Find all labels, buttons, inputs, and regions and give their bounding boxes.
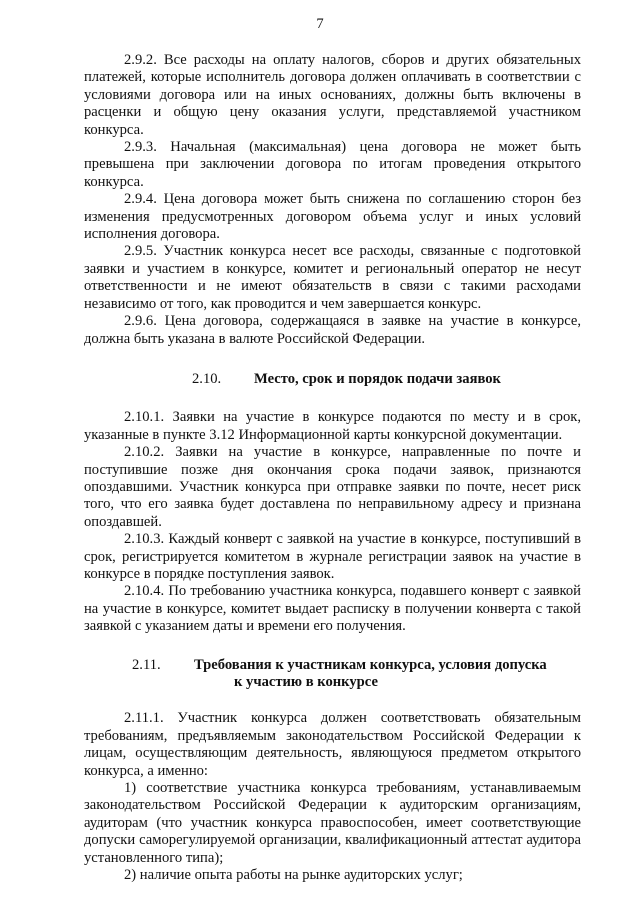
- section-number: 2.10.: [192, 370, 222, 387]
- paragraph-2-9-3: 2.9.3. Начальная (максимальная) цена договора не может быть превышена при заключении договора по итогам проведения открытого конкурса.: [84, 139, 581, 190]
- paragraph-2-10-3: 2.10.3. Каждый конверт с заявкой на участие в конкурсе, поступивший в срок, регистрируется комитетом в журнале регистрации заявок на участие в конкурсе в порядке поступления заявок.: [84, 531, 581, 582]
- section-number: 2.11.: [132, 656, 161, 673]
- paragraph-2-10-2: 2.10.2. Заявки на участие в конкурсе, направленные по почте и поступившие позже дня окончания срока подачи заявок, признаются опоздавшими. Участник конкурса при отправке заявки по почте, несет риск того, что его заявка будет доставлена по неправильному адресу и признана опоздавшей.: [84, 444, 581, 530]
- section-heading-2-10: [84, 371, 581, 388]
- section-title-line-1: Требования к участникам конкурса, условия допуска: [194, 656, 547, 673]
- list-item-2: 2) наличие опыта работы на рынке аудиторских услуг;: [124, 867, 463, 884]
- list-item-1: 1) соответствие участника конкурса требованиям, устанавливаемым законодательством Российской Федерации к аудиторским организациям, аудиторам (что участник конкурса правоспособен, имеет соответствующие допуски саморегулируемой организации, квалификационный аттестат аудитора установленного типа);: [84, 780, 581, 866]
- section-title-line-2: к участию в конкурсе: [234, 674, 378, 690]
- page-body: [84, 52, 581, 884]
- section-heading-2-11: [84, 657, 581, 692]
- paragraph-2-9-5: 2.9.5. Участник конкурса несет все расходы, связанные с подготовкой заявки и участием в конкурсе, комитет и региональный оператор не несут ответственности и не имеют обязательств в связи с такими расходами независимо от того, как проводится и чем завершается конкурс.: [84, 243, 581, 312]
- page-number: 7: [316, 16, 324, 32]
- paragraph-2-10-1: 2.10.1. Заявки на участие в конкурсе подаются по месту и в срок, указанные в пункте 3.12 Информационной карты конкурсной документации.: [84, 409, 581, 443]
- paragraph-2-9-6: 2.9.6. Цена договора, содержащаяся в заявке на участие в конкурсе, должна быть указана в валюте Российской Федерации.: [84, 313, 581, 347]
- paragraph-2-11-1: 2.11.1. Участник конкурса должен соответствовать обязательным требованиям, предъявляемым законодательством Российской Федерации к лицам, осуществляющим деятельность, являющуюся предметом открытого конкурса, а именно:: [84, 710, 581, 779]
- section-heading-line-1: [84, 657, 581, 674]
- paragraph-2-10-4: 2.10.4. По требованию участника конкурса, подавшего конверт с заявкой на участие в конкурсе, комитет выдает расписку в получении конверта с такой заявкой с указанием даты и времени его получения.: [84, 583, 581, 635]
- section-title: Место, срок и порядок подачи заявок: [254, 370, 501, 387]
- paragraph-2-9-4: 2.9.4. Цена договора может быть снижена по соглашению сторон без изменения предусмотренных договором объема услуг и иных условий исполнения договора.: [84, 191, 581, 243]
- paragraph-2-9-2: 2.9.2. Все расходы на оплату налогов, сборов и других обязательных платежей, которые исполнитель договора должен оплачивать в соответствии с условиями договора или на иных основаниях, должны быть включены в расценки и общую цену оказания услуги, представляемой участником конкурса.: [84, 52, 581, 138]
